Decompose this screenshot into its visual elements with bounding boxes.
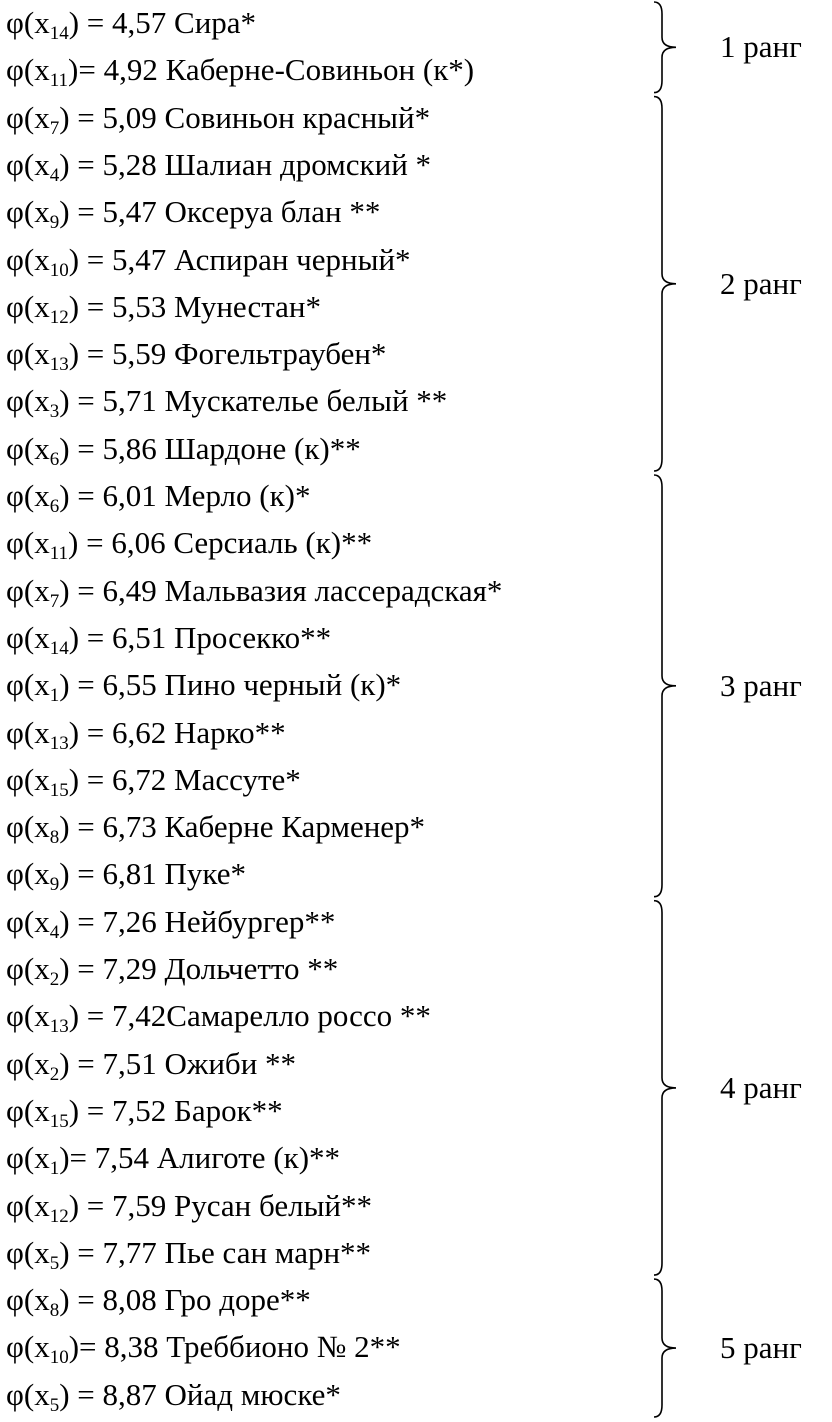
formula-value-and-variety: ) = 6,55 Пино черный (к)* xyxy=(59,667,402,703)
formula-line xyxy=(6,331,386,377)
formula-phi: φ(x xyxy=(6,1187,50,1223)
rank-label: 2 ранг xyxy=(720,265,802,301)
formula-line xyxy=(6,378,447,424)
formula-line xyxy=(6,662,401,708)
formula-line xyxy=(6,1230,371,1276)
formula-phi: φ(x xyxy=(6,1140,50,1176)
formula-phi: φ(x xyxy=(6,667,50,703)
formula-line xyxy=(6,189,380,235)
formula-index: 11 xyxy=(49,70,69,92)
formula-phi: φ(x xyxy=(6,1092,50,1128)
formula-value-and-variety: ) = 5,53 Мунестан* xyxy=(68,288,321,324)
formula-index: 4 xyxy=(49,164,60,186)
formula-index: 15 xyxy=(49,779,69,801)
rank-brace xyxy=(654,901,676,1275)
formula-line xyxy=(6,993,431,1039)
formula-value-and-variety: ) = 5,86 Шардоне (к)** xyxy=(59,430,361,466)
formula-value-and-variety: ) = 5,47 Аспиран черный* xyxy=(68,241,411,277)
formula-value-and-variety: )= 7,54 Алиготе (к)** xyxy=(59,1140,341,1176)
formula-index: 9 xyxy=(49,212,60,234)
formula-phi: φ(x xyxy=(6,1329,50,1365)
formula-value-and-variety: ) = 7,51 Ожиби ** xyxy=(59,1045,297,1081)
formula-line xyxy=(6,615,331,661)
formula-value-and-variety: ) = 8,87 Ойад мюске* xyxy=(59,1376,341,1412)
formula-value-and-variety: ) = 5,47 Оксеруа блан ** xyxy=(59,194,381,230)
formula-line xyxy=(6,95,430,141)
formula-line xyxy=(6,520,372,566)
formula-value-and-variety: ) = 6,01 Мерло (к)* xyxy=(59,478,311,513)
rank-brace xyxy=(654,1279,676,1417)
formula-phi: φ(x xyxy=(6,241,50,277)
formula-index: 13 xyxy=(49,1016,69,1038)
rank-label: 3 ранг xyxy=(720,667,802,703)
formula-index: 2 xyxy=(49,969,60,990)
formula-line xyxy=(6,1372,341,1418)
formula-phi: φ(x xyxy=(6,761,50,797)
formula-value-and-variety: ) = 6,72 Массуте* xyxy=(68,761,301,797)
formula-index: 3 xyxy=(49,401,60,423)
formula-phi: φ(x xyxy=(6,572,50,608)
formula-index: 7 xyxy=(49,590,60,612)
formula-value-and-variety: ) = 5,28 Шалиан дромский * xyxy=(59,146,432,182)
formula-phi: φ(x xyxy=(6,99,50,135)
formula-value-and-variety: ) = 6,51 Просекко** xyxy=(68,619,332,655)
formula-value-and-variety: ) = 5,59 Фогельтраубен* xyxy=(68,336,387,372)
formula-line xyxy=(6,899,335,945)
formula-value-and-variety: ) = 7,29 Дольчетто ** xyxy=(59,951,339,986)
rank-label: 5 ранг xyxy=(720,1330,802,1366)
formula-phi: φ(x xyxy=(6,383,50,419)
formula-phi: φ(x xyxy=(6,809,50,845)
formula-phi: φ(x xyxy=(6,525,50,561)
formula-value-and-variety: ) = 6,81 Пуке* xyxy=(59,856,246,892)
formula-phi: φ(x xyxy=(6,288,50,324)
formula-value-and-variety: ) = 7,77 Пье сан марн** xyxy=(59,1234,372,1270)
formula-value-and-variety: )= 8,38 Треббионо № 2** xyxy=(68,1329,401,1365)
formula-phi: φ(x xyxy=(6,619,50,655)
formula-value-and-variety: ) = 5,71 Мускателье белый ** xyxy=(59,383,448,419)
formula-line xyxy=(6,473,310,519)
rank-brace xyxy=(654,475,676,897)
formula-phi: φ(x xyxy=(6,194,50,230)
formula-phi: φ(x xyxy=(6,5,50,40)
formula-value-and-variety: ) = 4,57 Сира* xyxy=(68,5,257,40)
formula-value-and-variety: ) = 8,08 Гро доре** xyxy=(59,1282,311,1318)
formula-index: 5 xyxy=(49,1394,60,1416)
formula-index: 14 xyxy=(49,23,69,44)
formula-index: 1 xyxy=(49,685,60,707)
formula-phi: φ(x xyxy=(6,146,50,182)
rank-label: 1 ранг xyxy=(720,29,802,65)
formula-line xyxy=(6,946,338,992)
formula-value-and-variety: ) = 6,73 Каберне Карменер* xyxy=(59,809,426,845)
formula-index: 14 xyxy=(49,637,69,659)
formula-line xyxy=(6,1324,401,1370)
formula-line xyxy=(6,237,411,283)
formula-index: 6 xyxy=(49,496,60,517)
formula-value-and-variety: ) = 7,52 Барок** xyxy=(68,1092,283,1128)
formula-phi: φ(x xyxy=(6,1282,50,1318)
rank-brace xyxy=(654,2,676,93)
rank-label: 4 ранг xyxy=(720,1069,802,1105)
formula-phi: φ(x xyxy=(6,951,50,986)
formula-value-and-variety: ) = 6,06 Серсиаль (к)** xyxy=(68,525,373,561)
formula-line xyxy=(6,568,502,614)
formula-line xyxy=(6,1088,283,1134)
formula-line xyxy=(6,426,361,472)
formula-line xyxy=(6,804,425,850)
formula-value-and-variety: )= 4,92 Каберне-Совиньон (к*) xyxy=(68,52,475,88)
formula-value-and-variety: ) = 7,42Самарелло россо ** xyxy=(68,998,431,1034)
formula-index: 15 xyxy=(49,1110,69,1132)
formula-index: 10 xyxy=(49,259,69,281)
formula-index: 8 xyxy=(49,1300,60,1322)
formula-line xyxy=(6,284,321,330)
formula-index: 13 xyxy=(49,354,69,376)
formula-line xyxy=(6,710,286,756)
formula-value-and-variety: ) = 5,09 Совиньон красный* xyxy=(59,99,431,135)
formula-phi: φ(x xyxy=(6,903,50,939)
formula-line xyxy=(6,1135,340,1181)
formula-value-and-variety: ) = 6,49 Мальвазия лассерадская* xyxy=(59,572,503,608)
formula-index: 5 xyxy=(49,1252,60,1274)
formula-phi: φ(x xyxy=(6,52,50,88)
formula-index: 4 xyxy=(49,921,60,943)
formula-phi: φ(x xyxy=(6,714,50,750)
formula-line xyxy=(6,851,246,897)
formula-index: 12 xyxy=(49,1205,69,1227)
formula-value-and-variety: ) = 7,26 Нейбургер** xyxy=(59,903,336,939)
formula-phi: φ(x xyxy=(6,998,50,1034)
formula-index: 10 xyxy=(49,1347,69,1369)
formula-index: 8 xyxy=(49,827,60,849)
formula-phi: φ(x xyxy=(6,1234,50,1270)
formula-value-and-variety: ) = 7,59 Русан белый** xyxy=(68,1187,373,1223)
formula-index: 7 xyxy=(49,117,60,139)
formula-phi: φ(x xyxy=(6,856,50,892)
formula-phi: φ(x xyxy=(6,430,50,466)
formula-index: 6 xyxy=(49,448,60,470)
formula-index: 9 xyxy=(49,874,60,896)
formula-line xyxy=(6,47,474,93)
formula-phi: φ(x xyxy=(6,1376,50,1412)
formula-phi: φ(x xyxy=(6,336,50,372)
formula-line xyxy=(6,757,301,803)
formula-line xyxy=(6,142,431,188)
formula-line xyxy=(6,1041,296,1087)
formula-line xyxy=(6,1277,311,1323)
formula-index: 2 xyxy=(49,1063,60,1085)
formula-line xyxy=(6,1183,372,1229)
formula-index: 13 xyxy=(49,732,69,754)
formula-phi: φ(x xyxy=(6,478,50,513)
formula-index: 11 xyxy=(49,543,69,565)
formula-index: 1 xyxy=(49,1158,60,1180)
formula-value-and-variety: ) = 6,62 Нарко** xyxy=(68,714,286,750)
rank-brace xyxy=(654,97,676,471)
formula-index: 12 xyxy=(49,306,69,328)
formula-phi: φ(x xyxy=(6,1045,50,1081)
formula-line xyxy=(6,0,256,46)
